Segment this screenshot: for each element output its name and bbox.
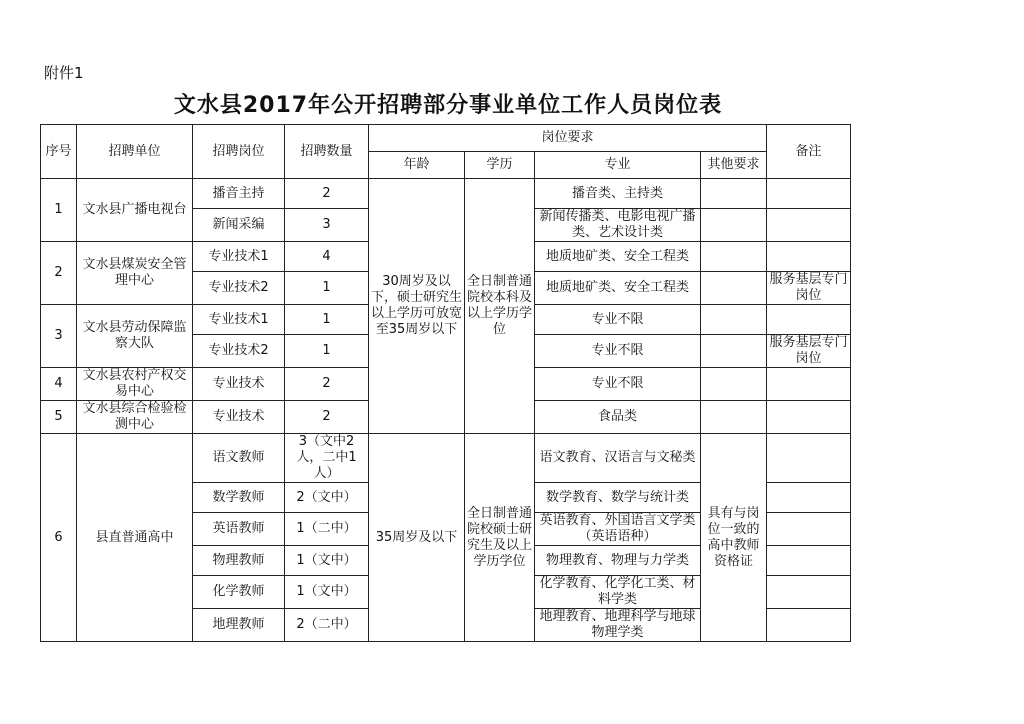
count-cell: 2 bbox=[285, 368, 369, 401]
major-cell: 语文教育、汉语言与文秘类 bbox=[535, 434, 701, 483]
page-title: 文水县2017年公开招聘部分事业单位工作人员岗位表 bbox=[173, 93, 723, 118]
count-cell: 1（文中） bbox=[285, 546, 369, 576]
count-cell: 2（文中） bbox=[285, 483, 369, 513]
major-cell: 地质地矿类、安全工程类 bbox=[535, 272, 701, 305]
post-cell: 数学教师 bbox=[193, 483, 285, 513]
post-cell: 播音主持 bbox=[193, 179, 285, 209]
remark-cell bbox=[767, 242, 851, 272]
remark-cell bbox=[767, 305, 851, 335]
remark-cell bbox=[767, 483, 851, 513]
major-cell: 化学教育、化学化工类、材料学类 bbox=[535, 576, 701, 609]
header-age: 年龄 bbox=[369, 152, 465, 179]
post-cell: 专业技术2 bbox=[193, 272, 285, 305]
major-cell: 专业不限 bbox=[535, 368, 701, 401]
table-body bbox=[41, 179, 851, 642]
education-cell: 全日制普通院校硕士研究生及以上学历学位 bbox=[465, 434, 535, 642]
count-cell: 2 bbox=[285, 179, 369, 209]
major-cell: 专业不限 bbox=[535, 335, 701, 368]
count-cell: 1 bbox=[285, 272, 369, 305]
unit-cell: 文水县农村产权交易中心 bbox=[77, 368, 193, 401]
table-row bbox=[41, 179, 851, 209]
remark-cell bbox=[767, 179, 851, 209]
remark-cell bbox=[767, 576, 851, 609]
unit-cell: 文水县劳动保障监察大队 bbox=[77, 305, 193, 368]
major-cell: 英语教育、外国语言文学类（英语语种） bbox=[535, 513, 701, 546]
seq-cell: 2 bbox=[41, 242, 77, 305]
remark-cell bbox=[767, 609, 851, 642]
header-education: 学历 bbox=[465, 152, 535, 179]
other-cell bbox=[701, 242, 767, 272]
remark-cell bbox=[767, 546, 851, 576]
other-cell bbox=[701, 209, 767, 242]
major-cell: 播音类、主持类 bbox=[535, 179, 701, 209]
seq-cell: 3 bbox=[41, 305, 77, 368]
post-cell: 语文教师 bbox=[193, 434, 285, 483]
major-cell: 地质地矿类、安全工程类 bbox=[535, 242, 701, 272]
post-cell: 化学教师 bbox=[193, 576, 285, 609]
unit-cell: 文水县煤炭安全管理中心 bbox=[77, 242, 193, 305]
count-cell: 1 bbox=[285, 305, 369, 335]
post-cell: 专业技术1 bbox=[193, 242, 285, 272]
major-cell: 专业不限 bbox=[535, 305, 701, 335]
remark-cell bbox=[767, 513, 851, 546]
positions-table bbox=[40, 124, 851, 642]
seq-cell: 1 bbox=[41, 179, 77, 242]
seq-cell: 5 bbox=[41, 401, 77, 434]
unit-cell: 县直普通高中 bbox=[77, 434, 193, 642]
post-cell: 英语教师 bbox=[193, 513, 285, 546]
major-cell: 数学教育、数学与统计类 bbox=[535, 483, 701, 513]
header-requirements: 岗位要求 bbox=[369, 125, 767, 152]
table-row bbox=[41, 434, 851, 483]
unit-cell: 文水县综合检验检测中心 bbox=[77, 401, 193, 434]
remark-cell bbox=[767, 368, 851, 401]
major-cell: 地理教育、地理科学与地球物理学类 bbox=[535, 609, 701, 642]
header-seq: 序号 bbox=[41, 125, 77, 179]
post-cell: 专业技术1 bbox=[193, 305, 285, 335]
other-cell: 具有与岗位一致的高中教师资格证 bbox=[701, 434, 767, 642]
major-cell: 新闻传播类、电影电视广播类、艺术设计类 bbox=[535, 209, 701, 242]
count-cell: 1（文中） bbox=[285, 576, 369, 609]
count-cell: 1（二中） bbox=[285, 513, 369, 546]
major-cell: 食品类 bbox=[535, 401, 701, 434]
other-cell bbox=[701, 179, 767, 209]
post-cell: 专业技术 bbox=[193, 368, 285, 401]
count-cell: 1 bbox=[285, 335, 369, 368]
remark-cell bbox=[767, 209, 851, 242]
age-cell: 35周岁及以下 bbox=[369, 434, 465, 642]
remark-cell bbox=[767, 434, 851, 483]
count-cell: 2（二中） bbox=[285, 609, 369, 642]
attachment-label: 附件1 bbox=[44, 64, 84, 82]
seq-cell: 6 bbox=[41, 434, 77, 642]
count-cell: 3（文中2人，二中1人） bbox=[285, 434, 369, 483]
count-cell: 3 bbox=[285, 209, 369, 242]
count-cell: 2 bbox=[285, 401, 369, 434]
post-cell: 专业技术2 bbox=[193, 335, 285, 368]
other-cell bbox=[701, 272, 767, 305]
other-cell bbox=[701, 335, 767, 368]
count-cell: 4 bbox=[285, 242, 369, 272]
header-major: 专业 bbox=[535, 152, 701, 179]
remark-cell bbox=[767, 401, 851, 434]
other-cell bbox=[701, 401, 767, 434]
seq-cell: 4 bbox=[41, 368, 77, 401]
other-cell bbox=[701, 305, 767, 335]
post-cell: 新闻采编 bbox=[193, 209, 285, 242]
unit-cell: 文水县广播电视台 bbox=[77, 179, 193, 242]
post-cell: 专业技术 bbox=[193, 401, 285, 434]
age-cell: 30周岁及以下，硕士研究生以上学历可放宽至35周岁以下 bbox=[369, 179, 465, 434]
header-remarks: 备注 bbox=[767, 125, 851, 179]
remark-cell: 服务基层专门岗位 bbox=[767, 335, 851, 368]
education-cell: 全日制普通院校本科及以上学历学位 bbox=[465, 179, 535, 434]
header-unit: 招聘单位 bbox=[77, 125, 193, 179]
major-cell: 物理教育、物理与力学类 bbox=[535, 546, 701, 576]
other-cell bbox=[701, 368, 767, 401]
post-cell: 地理教师 bbox=[193, 609, 285, 642]
header-other: 其他要求 bbox=[701, 152, 767, 179]
header-post: 招聘岗位 bbox=[193, 125, 285, 179]
header-count: 招聘数量 bbox=[285, 125, 369, 179]
post-cell: 物理教师 bbox=[193, 546, 285, 576]
remark-cell: 服务基层专门岗位 bbox=[767, 272, 851, 305]
